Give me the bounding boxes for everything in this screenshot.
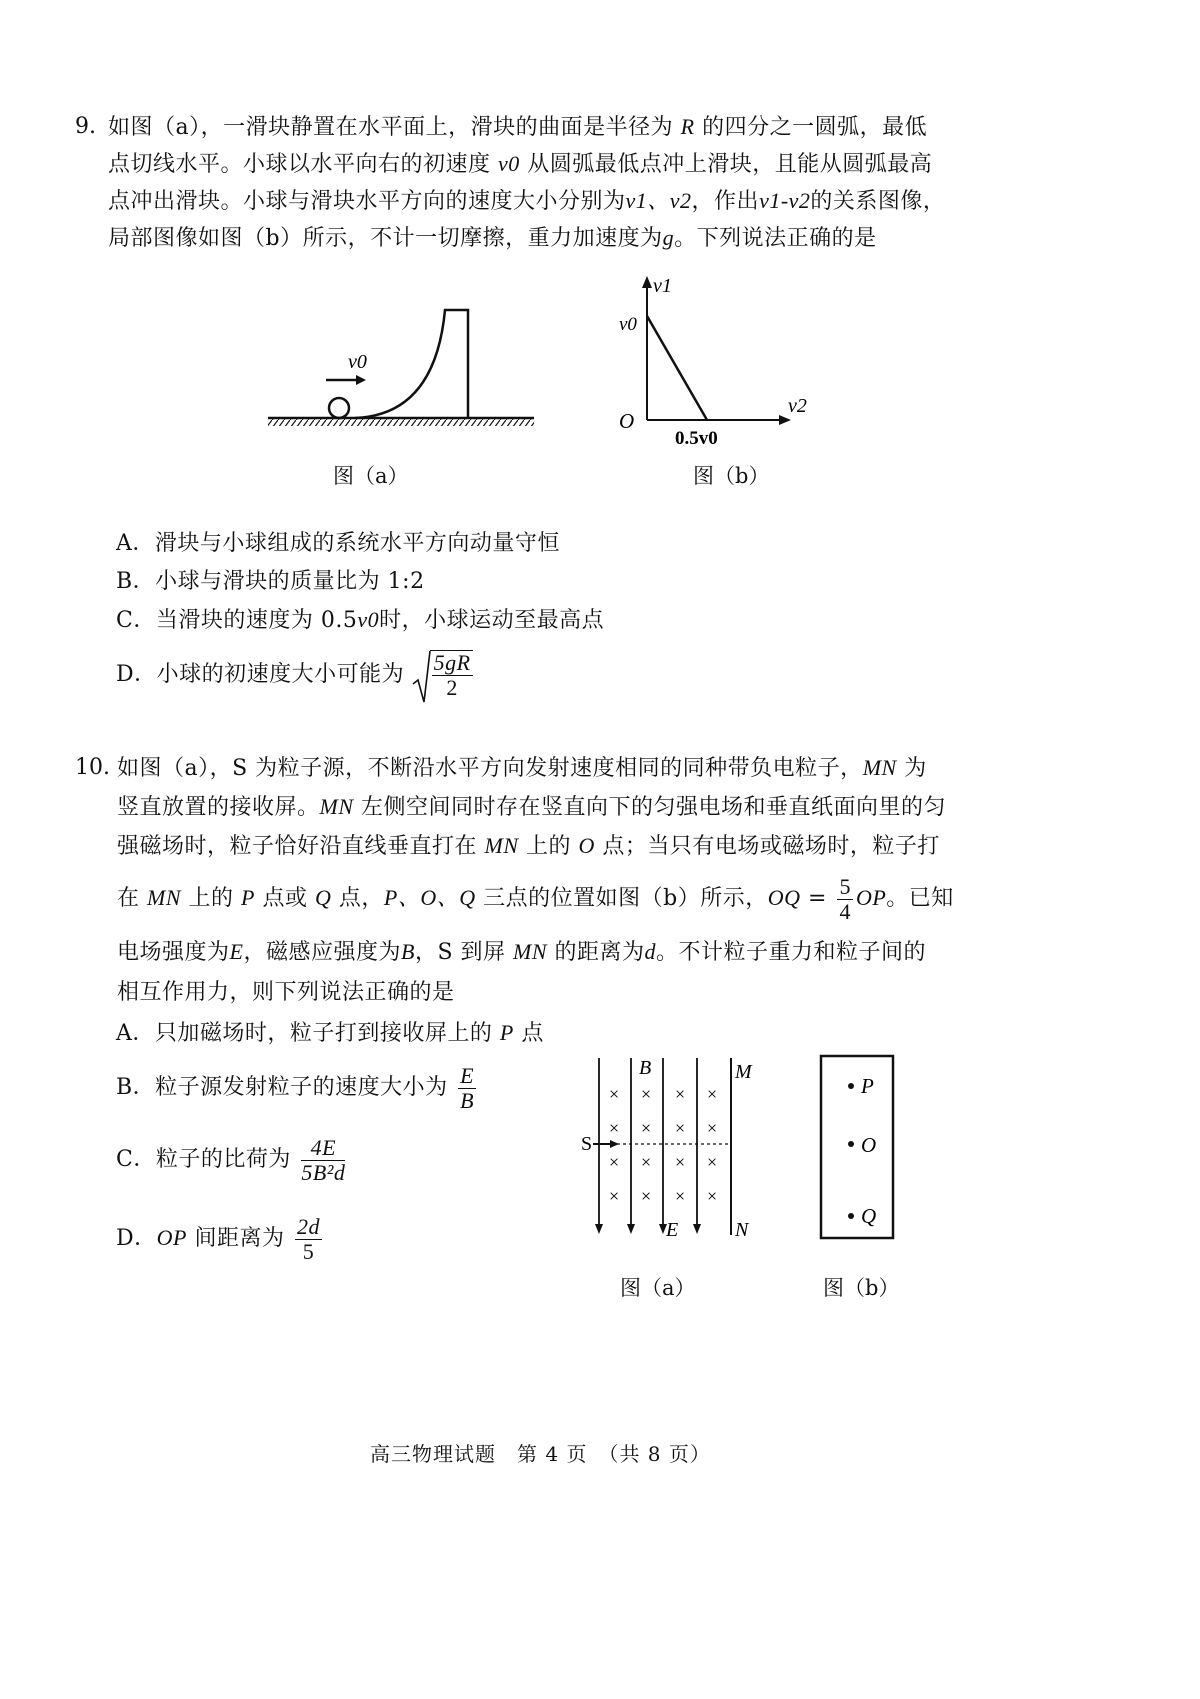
b-field-cross: × xyxy=(641,1118,652,1138)
q10-fig-a-caption: 图（a） xyxy=(620,1276,696,1300)
p-label: P xyxy=(861,1074,874,1098)
q10-line-3: 强磁场时，粒子恰好沿直线垂直打在 MN 上的 O 点；当只有电场或磁场时，粒子打 xyxy=(117,833,940,859)
b-field-cross: × xyxy=(675,1152,686,1172)
b-field-cross: × xyxy=(641,1186,652,1206)
origin-label: O xyxy=(619,409,635,433)
b-field-cross: × xyxy=(707,1152,718,1172)
source-arrow-head xyxy=(610,1140,619,1148)
q10-line-5: 电场强度为E，磁感应强度为B，S 到屏 MN 的距离为d。不计粒子重力和粒子间的 xyxy=(117,939,927,965)
e-field-arrow xyxy=(627,1224,635,1234)
q9-line-4: 局部图像如图（b）所示，不计一切摩擦，重力加速度为g。下列说法正确的是 xyxy=(108,225,877,251)
b-field-cross: × xyxy=(641,1152,652,1172)
point-P xyxy=(848,1083,854,1089)
b-field-cross: × xyxy=(675,1084,686,1104)
q9-line-2: 点切线水平。小球以水平向右的初速度 v0 从圆弧最低点冲上滑块，且能从圆弧最高 xyxy=(108,151,933,177)
q9-fig-a-caption: 图（a） xyxy=(333,464,409,488)
velocity-arrow-head xyxy=(356,375,366,385)
q9-line-3: 点冲出滑块。小球与滑块水平方向的速度大小分别为v1、v2，作出v1-v2的关系图像， xyxy=(108,188,946,214)
b-field-cross: × xyxy=(609,1186,620,1206)
point-O xyxy=(848,1141,854,1147)
b-field-cross: × xyxy=(707,1186,718,1206)
e-field-arrow xyxy=(595,1224,603,1234)
q10-line-2: 竖直放置的接收屏。MN 左侧空间同时存在竖直向下的匀强电场和垂直纸面向里的匀 xyxy=(117,794,947,820)
q10-option-d: D．OP 间距离为 $\frac{2d}{5}$ xyxy=(116,1213,320,1264)
q9-option-c: C．当滑块的速度为 0.5v0时，小球运动至最高点 xyxy=(116,607,605,633)
q10-figure-a xyxy=(575,1050,775,1250)
q9-figure-a xyxy=(260,300,550,440)
sqrt-expression: $\frac{5gR}{2}$ xyxy=(412,650,473,700)
q10-line-4: 在 MN 上的 P 点或 Q 点，P、O、Q 三点的位置如图（b）所示，OQ = $\frac{5}{4}$ OP。已知 xyxy=(117,873,954,924)
q10-fig-b-caption: 图（b） xyxy=(823,1276,900,1300)
q-label: Q xyxy=(861,1204,877,1228)
q9-figure-b xyxy=(605,272,820,452)
e-label: E xyxy=(666,1219,679,1241)
point-Q xyxy=(848,1213,854,1219)
slider-block xyxy=(355,310,468,418)
b-field-cross: × xyxy=(707,1084,718,1104)
q10-option-c: C．粒子的比荷为 $\frac{4E}{\text{5B²d}}$ xyxy=(116,1134,346,1185)
q9-fig-b-caption: 图（b） xyxy=(693,464,770,488)
b-field-cross: × xyxy=(609,1152,620,1172)
q9-number: 9. xyxy=(75,114,96,139)
screen-box xyxy=(821,1056,893,1238)
q10-option-a: A．只加磁场时，粒子打到接收屏上的 P 点 xyxy=(116,1020,544,1046)
o-label: O xyxy=(861,1133,877,1157)
e-field-arrow xyxy=(693,1224,701,1234)
y-axis-label: v1 xyxy=(653,275,672,297)
b-field-cross: × xyxy=(707,1118,718,1138)
b-field-cross: × xyxy=(675,1118,686,1138)
b-field-cross: × xyxy=(609,1118,620,1138)
q10-option-b: B．粒子源发射粒子的速度大小为 $\frac{E}{B}$ xyxy=(116,1062,475,1113)
q10-number: 10. xyxy=(75,755,110,780)
y-axis-arrow xyxy=(642,276,652,288)
ball xyxy=(329,398,349,418)
q9-option-b: B．小球与滑块的质量比为 1:2 xyxy=(116,569,425,594)
source-label: S xyxy=(581,1133,593,1155)
x-axis-label: v2 xyxy=(788,395,807,417)
m-label: M xyxy=(735,1061,752,1083)
v1-v2-line xyxy=(647,316,707,420)
fig-a-v0-label: v0 xyxy=(348,351,367,373)
q10-line-1: 如图（a），S 为粒子源，不断沿水平方向发射速度相同的同种带负电粒子，MN 为 xyxy=(117,755,927,781)
b-field-cross: × xyxy=(675,1186,686,1206)
q10-line-6: 相互作用力，则下列说法正确的是 xyxy=(117,980,455,1005)
q9-line-1: 如图（a），一滑块静置在水平面上，滑块的曲面是半径为 R 的四分之一圆弧，最低 xyxy=(108,114,928,140)
b-field-cross: × xyxy=(609,1084,620,1104)
x-intercept-label: 0.5v0 xyxy=(675,428,718,449)
q9-option-d: D．小球的初速度大小可能为 $\frac{5gR}{2}$ xyxy=(116,650,471,700)
q10-figure-b xyxy=(815,1052,900,1242)
q9-option-a: A．滑块与小球组成的系统水平方向动量守恒 xyxy=(116,531,560,556)
n-label: N xyxy=(735,1219,749,1241)
b-label: B xyxy=(639,1057,652,1079)
page-footer: 高三物理试题 第 4 页 （共 8 页） xyxy=(370,1442,711,1466)
y-intercept-label: v0 xyxy=(619,314,637,335)
b-field-cross: × xyxy=(641,1084,652,1104)
